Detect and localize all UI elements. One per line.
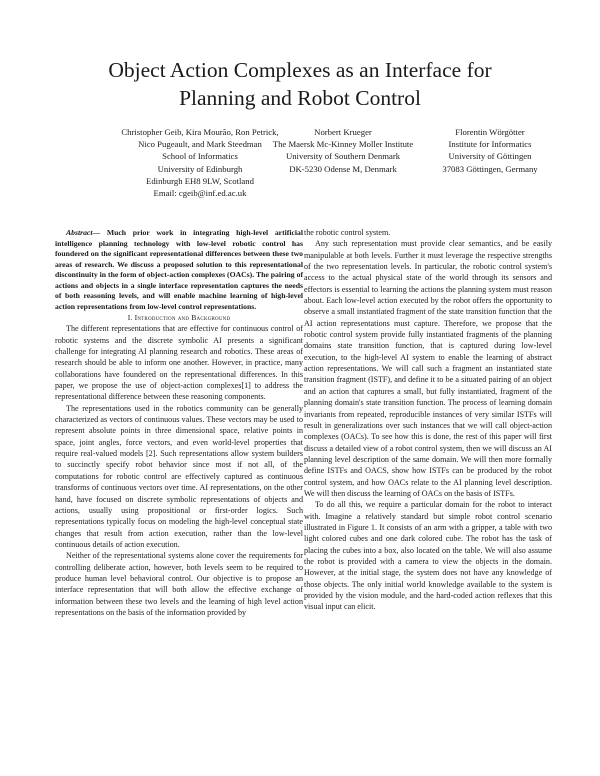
left-column xyxy=(55,228,303,618)
author-line: DK-5230 Odense M, Denmark xyxy=(289,163,397,174)
paragraph: To do all this, we require a particular domain for the robot to interact with. Imagine a relatively standard but simple robot control scenario illustrated in Figure 1. It consists of an arm with a gripper, a table with two light colored cubes and one dark colored cube. The robot has the task of placing the cubes into a box, also located on the table. We will also assume the robot is provided with a camera to view the objects in the domain. However, at the initial stage, the system does not have any knowledge of those objects. The only initial world knowledge available to the system is provided by the vision module, and the hard-coded action reflexes that this visual input can elicit. xyxy=(304,500,552,612)
author-line: University of Göttingen xyxy=(448,151,532,162)
author-line: Christopher Geib, Kira Mourão, Ron Petrick, xyxy=(121,127,279,137)
section-heading: I. Introduction and Background xyxy=(127,313,231,322)
paragraph: The different representations that are effective for continuous control of robotic systems and the discrete symbolic AI presents a significant challenge for integrating AI planning research and robotics. These areas of research should be able to inform one another. However, in practice, many collaborations have foundered on the representational differences. In this paper, we propose the use of object-action complexes[1] to address the representational difference between these reasoning components. xyxy=(55,324,303,402)
title-line-2: Planning and Robot Control xyxy=(179,86,421,110)
author-line: University of Southern Denmark xyxy=(285,151,401,162)
author-email: Email: cgeib@inf.ed.ac.uk xyxy=(153,188,247,199)
abstract xyxy=(55,228,303,312)
paragraph-continuation: the robotic control system. xyxy=(304,228,391,237)
author-block-denmark xyxy=(262,126,424,175)
author-line: Norbert Krueger xyxy=(314,127,372,137)
abstract-text: — Much prior work in integrating high-level artificial intelligence planning technology with low-level robotic control has foundered on the significant representational differences between these two areas of research. We discuss a proposed solution to this representational discontinuity in the form of object-action complexes (OACs). The pairing of actions and objects in a single interface representation captures the needs of both reasoning levels, and will enable machine learning of high-level action representations from low-level control representations. xyxy=(55,228,303,311)
abstract-label: Abstract xyxy=(66,228,93,237)
author-line: School of Informatics xyxy=(162,151,238,162)
author-block-goettingen xyxy=(422,126,558,175)
author-line: Nico Pugeault, and Mark Steedman xyxy=(138,139,262,150)
paragraph: Neither of the representational systems alone cover the requirements for controlling deliberate action, however, both levels seem to be required to produce human level behavioral control. Our objective is to propose an interface representation that will both allow the effective exchange of information between these two levels and the learning of high level action representations on the basis of the information provided by xyxy=(55,551,303,617)
author-line: Florentin Wörgötter xyxy=(455,127,525,137)
paragraph: Any such representation must provide clear semantics, and be easily manipulable at both levels. Further it must leverage the respective strengths of the two representation levels. In particular, the robotic control system's access to the actual physical state of the world through its sensors and effectors is essential to learning the actions the planning system must reason about. Each low-level action executed by the robot offers the opportunity to observe a small instantiated fragment of the state transition function that the AI action representations must capture. Therefore, we propose that the robotic control system provide fully instantiated fragments of the planning domains state transition function, that is captured during low-level execution, to the high-level AI system to enable the learning of abstract action representations. We will call such a fragment an instantiated state transition fragment (ISTF), and define it to be a situated pairing of an object and an action that captures a small, but fully instantiated, fragment of the planning domain's state transition function. The process of learning domain invariants from repeated, reproducible instances of very similar ISTFs will result in generalizations over such instances that we will call object-action complexes (OACs). To see how this is done, the rest of this paper will first discuss a detailed view of a robot control system, then we will discuss an AI planning level description of the same domain. We will then more formally define ISTFs and OACS, show how ISTFs can be produced by the robot control system, and how OACs relate to the AI planning level description. We will then discuss the learning of OACs on the basis of ISTFs. xyxy=(304,239,552,498)
author-line: Edinburgh EH8 9LW, Scotland xyxy=(146,175,254,186)
author-line: Institute for Informatics xyxy=(448,139,532,150)
paragraph: The representations used in the robotics community can be generally characterized as vectors of continuous values. These vectors may be used to represent absolute points in three dimensional space, relative points in space, joint angles, force vectors, and even world-level properties that require real-valued models [2]. Such representations allow system builders to succinctly specify robot behavior since most if not all, of the computations for robotic control are effectively captured as continuous transforms of continuous vectors over time. AI representations, on the other hand, have focused on discrete symbolic representations of objects and actions, usually using propositional or first-order logics. Such representations typically focus on modeling the high-level conceptual state changes that result from action execution, rather than the low-level continuous details of action execution. xyxy=(55,403,303,549)
right-column xyxy=(304,227,552,613)
author-line: University of Edinburgh xyxy=(157,163,243,174)
author-line: 37083 Göttingen, Germany xyxy=(442,163,538,174)
author-line: The Maersk Mc-Kinney Moller Institute xyxy=(272,139,414,150)
title-line-1: Object Action Complexes as an Interface for xyxy=(108,58,492,82)
paper-title xyxy=(0,56,600,112)
